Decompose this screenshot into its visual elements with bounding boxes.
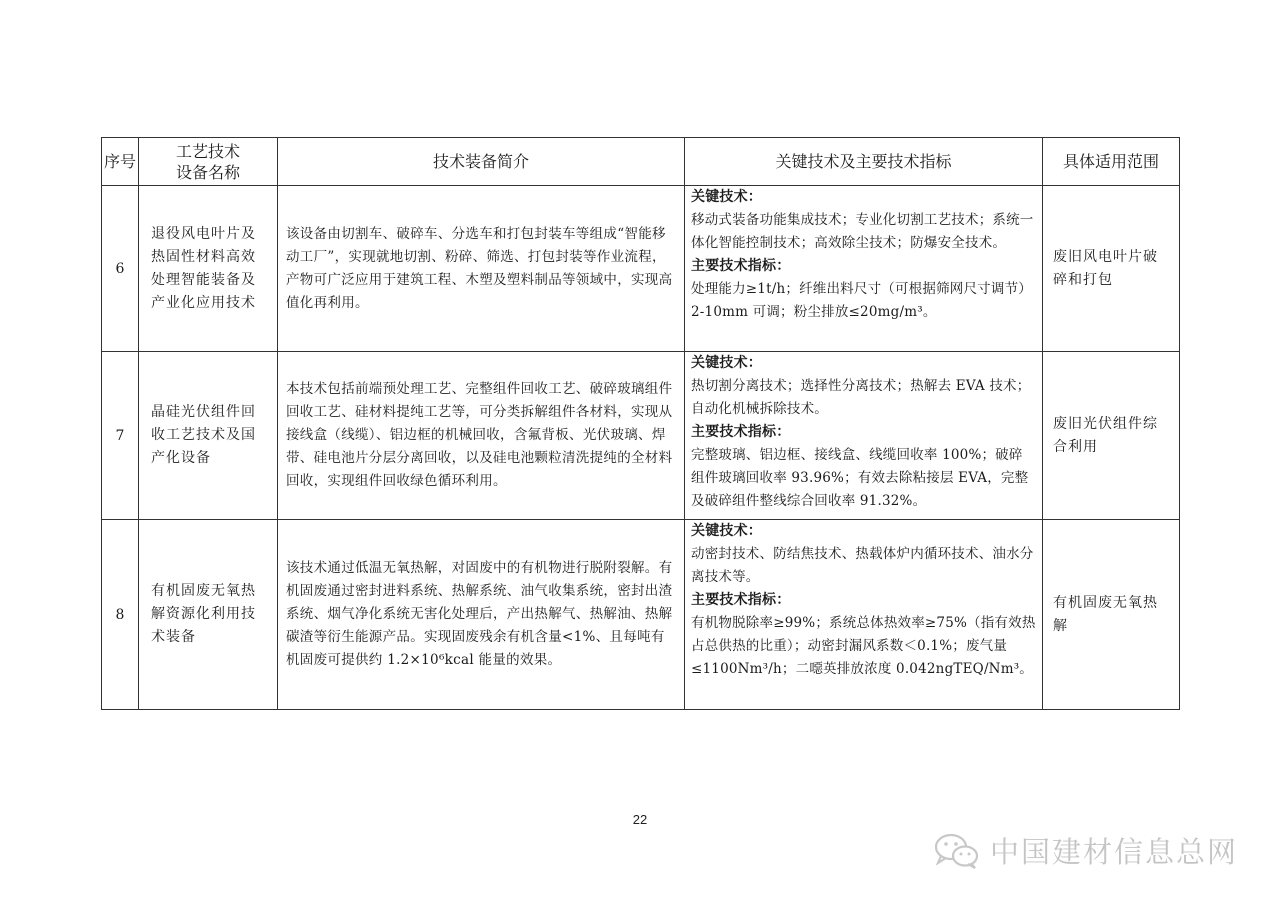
header-scope: 具体适用范围 bbox=[1043, 138, 1180, 186]
row-key bbox=[685, 520, 1043, 710]
metric-label: 主要技术指标： bbox=[691, 592, 791, 608]
metric-text: 处理能力≥1t/h；纤维出料尺寸（可根据筛网尺寸调节）2-10mm 可调；粉尘排放≤20mg/m³。 bbox=[691, 281, 1032, 320]
row-key bbox=[685, 186, 1043, 352]
row-scope: 废旧光伏组件综合利用 bbox=[1043, 352, 1180, 520]
table-row bbox=[102, 186, 1180, 352]
row-scope: 废旧风电叶片破碎和打包 bbox=[1043, 186, 1180, 352]
metric-text: 有机物脱除率≥99%；系统总体热效率≥75%（指有效热占总供热的比重）；动密封漏风系数＜0.1%；废气量≤1100Nm³/h；二噁英排放浓度 0.042ngTEQ/Nm³。 bbox=[691, 615, 1036, 677]
table-row bbox=[102, 352, 1180, 520]
row-index: 6 bbox=[102, 186, 139, 352]
key-tech-label: 关键技术： bbox=[691, 355, 762, 371]
row-index: 8 bbox=[102, 520, 139, 710]
header-name-line2: 设备名称 bbox=[175, 162, 240, 182]
watermark bbox=[932, 830, 1238, 871]
row-desc: 该技术通过低温无氧热解，对固废中的有机物进行脱附裂解。有机固废通过密封进料系统、热解系统、油气收集系统，密封出渣系统、烟气净化系统无害化处理后，产出热解气、热解油、热解碳渣等衍生能源产品。实现固废残余有机含量<1%、且每吨有机固废可提供约 1.2×10⁶kcal 能量的效果。 bbox=[278, 520, 685, 710]
metric-label: 主要技术指标： bbox=[691, 258, 791, 274]
row-name: 晶硅光伏组件回收工艺技术及国产化设备 bbox=[139, 352, 278, 520]
metric-label: 主要技术指标： bbox=[691, 424, 791, 440]
row-desc: 该设备由切割车、破碎车、分选车和打包封装车等组成“智能移动工厂”，实现就地切割、粉碎、筛选、打包封装等作业流程，产物可广泛应用于建筑工程、木塑及塑料制品等领域中，实现高值化再利用。 bbox=[278, 186, 685, 352]
header-index: 序号 bbox=[102, 138, 139, 186]
row-name: 退役风电叶片及热固性材料高效处理智能装备及产业化应用技术 bbox=[139, 186, 278, 352]
row-scope: 有机固废无氧热解 bbox=[1043, 520, 1180, 710]
key-tech-text: 移动式装备功能集成技术；专业化切割工艺技术；系统一体化智能控制技术；高效除尘技术；防爆安全技术。 bbox=[691, 212, 1034, 251]
header-name bbox=[139, 138, 278, 186]
header-desc: 技术装备简介 bbox=[278, 138, 685, 186]
header-key: 关键技术及主要技术指标 bbox=[685, 138, 1043, 186]
key-tech-label: 关键技术： bbox=[691, 189, 762, 205]
row-name: 有机固废无氧热解资源化利用技术装备 bbox=[139, 520, 278, 710]
page-number: 22 bbox=[632, 812, 648, 827]
metric-text: 完整玻璃、铝边框、接线盒、线缆回收率 100%；破碎组件玻璃回收率 93.96%；有效去除粘接层 EVA，完整及破碎组件整线综合回收率 91.32%。 bbox=[691, 447, 1029, 509]
header-name-line1: 工艺技术 bbox=[175, 141, 240, 161]
technology-table bbox=[101, 137, 1180, 710]
key-tech-label: 关键技术： bbox=[691, 523, 762, 539]
table-header-row bbox=[102, 138, 1180, 186]
key-tech-text: 热切割分离技术；选择性分离技术；热解去 EVA 技术；自动化机械拆除技术。 bbox=[691, 378, 1031, 417]
watermark-text: 中国建材信息总网 bbox=[989, 835, 1238, 869]
row-index: 7 bbox=[102, 352, 139, 520]
key-tech-text: 动密封技术、防结焦技术、热载体炉内循环技术、油水分离技术等。 bbox=[691, 546, 1034, 585]
row-desc: 本技术包括前端预处理工艺、完整组件回收工艺、破碎玻璃组件回收工艺、硅材料提纯工艺等，可分类拆解组件各材料，实现从接线盒（线缆）、铝边框的机械回收，含氟背板、光伏玻璃、焊带、硅电池片分层分离回收，以及硅电池颗粒清洗提纯的全材料回收，实现组件回收绿色循环利用。 bbox=[278, 352, 685, 520]
wechat-icon bbox=[932, 831, 982, 871]
table-row bbox=[102, 520, 1180, 710]
row-key bbox=[685, 352, 1043, 520]
